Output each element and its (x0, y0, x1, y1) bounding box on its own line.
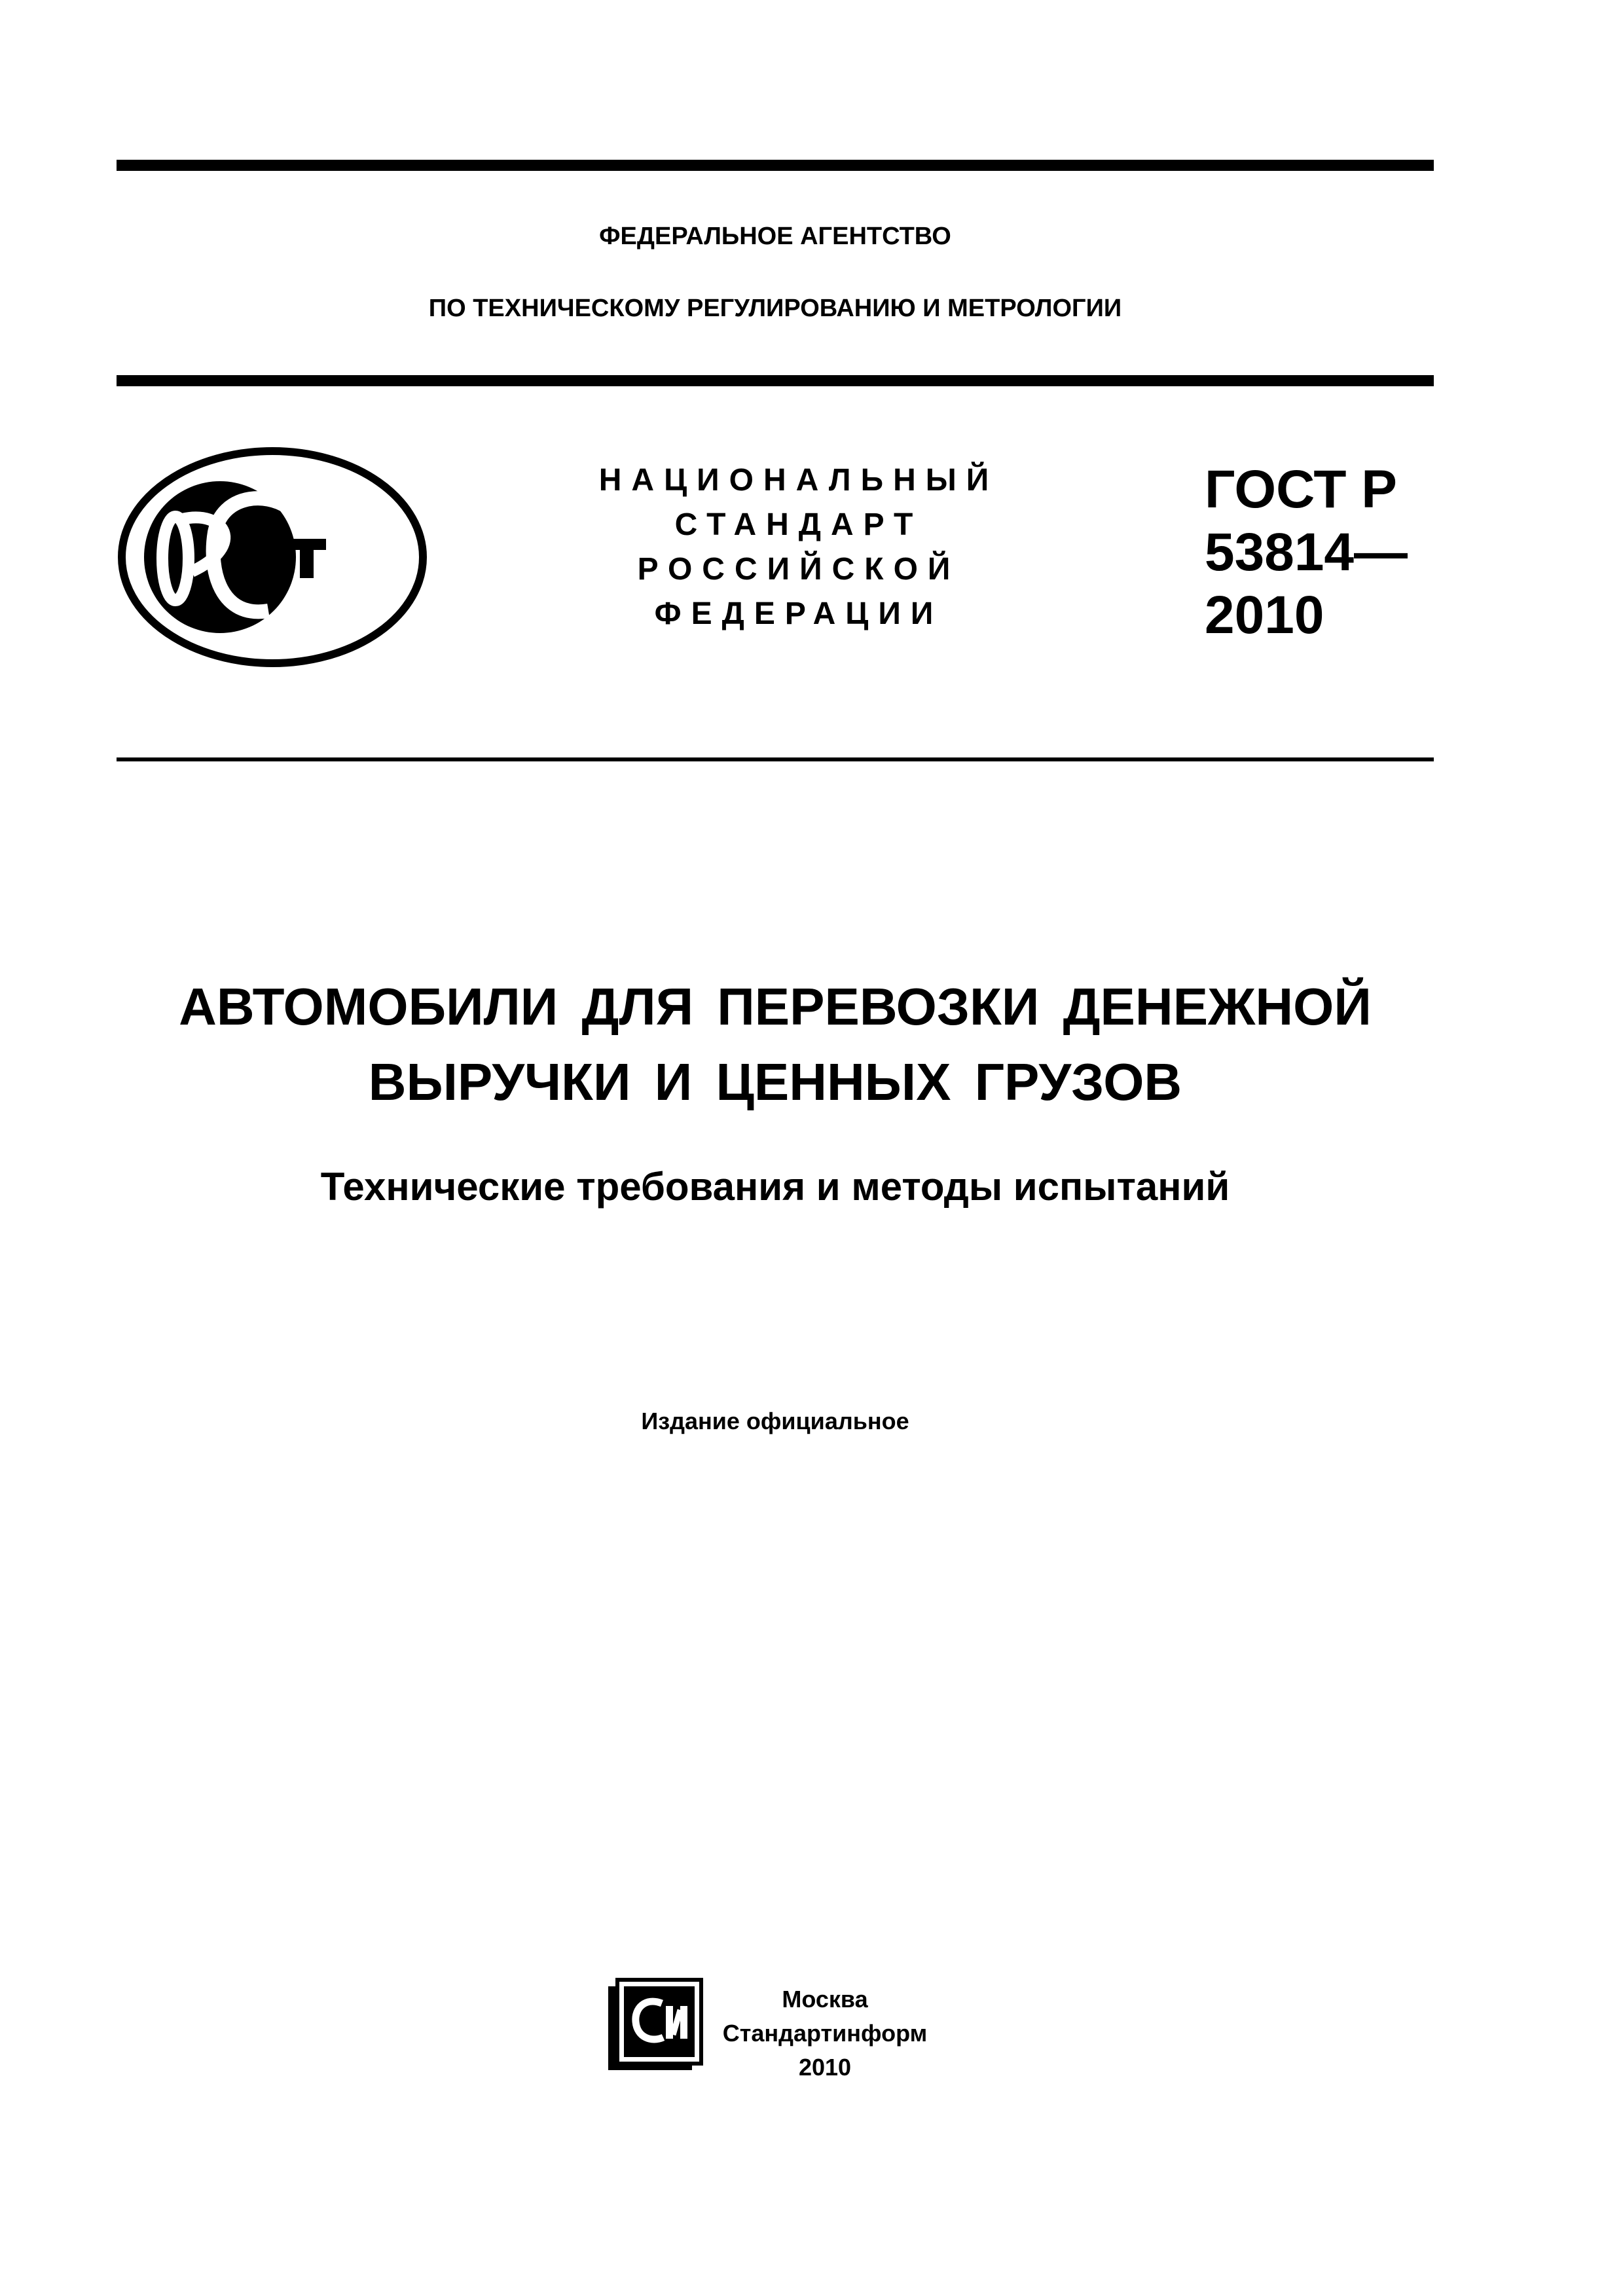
document-title (117, 969, 1434, 1120)
publisher-name: Стандартинформ (722, 2020, 928, 2047)
gost-line-2: 53814— (1205, 522, 1408, 582)
national-standard-label (570, 458, 1028, 636)
agency-line-2: ПО ТЕХНИЧЕСКОМУ РЕГУЛИРОВАНИЮ И МЕТРОЛОГИИ (428, 295, 1122, 322)
rst-conformity-logo-icon (117, 447, 428, 667)
publisher-year: 2010 (798, 2054, 852, 2081)
top-rule (117, 160, 1434, 171)
publisher-info (720, 1982, 930, 2085)
agency-line-1: ФЕДЕРАЛЬНОЕ АГЕНТСТВО (599, 223, 951, 250)
ns-line: НАЦИОНАЛЬНЫЙ (598, 463, 999, 498)
ns-line: СТАНДАРТ (674, 507, 923, 542)
header-bottom-rule (117, 757, 1434, 761)
title-line-1: АВТОМОБИЛИ ДЛЯ ПЕРЕВОЗКИ ДЕНЕЖНОЙ (179, 977, 1372, 1036)
document-subtitle: Технические требования и методы испытаний (320, 1165, 1230, 1209)
ns-line: РОССИЙСКОЙ (637, 552, 960, 587)
title-line-2: ВЫРУЧКИ И ЦЕННЫХ ГРУЗОВ (368, 1053, 1182, 1111)
standartinform-logo-icon (606, 1977, 704, 2075)
edition-label: Издание официальное (641, 1408, 909, 1434)
gost-number (1205, 458, 1408, 647)
agency-rule (117, 375, 1434, 386)
gost-line-1: ГОСТ Р (1205, 460, 1397, 519)
publisher-city: Москва (782, 1986, 868, 2013)
gost-line-3: 2010 (1205, 585, 1324, 645)
ns-line: ФЕДЕРАЦИИ (654, 596, 943, 631)
